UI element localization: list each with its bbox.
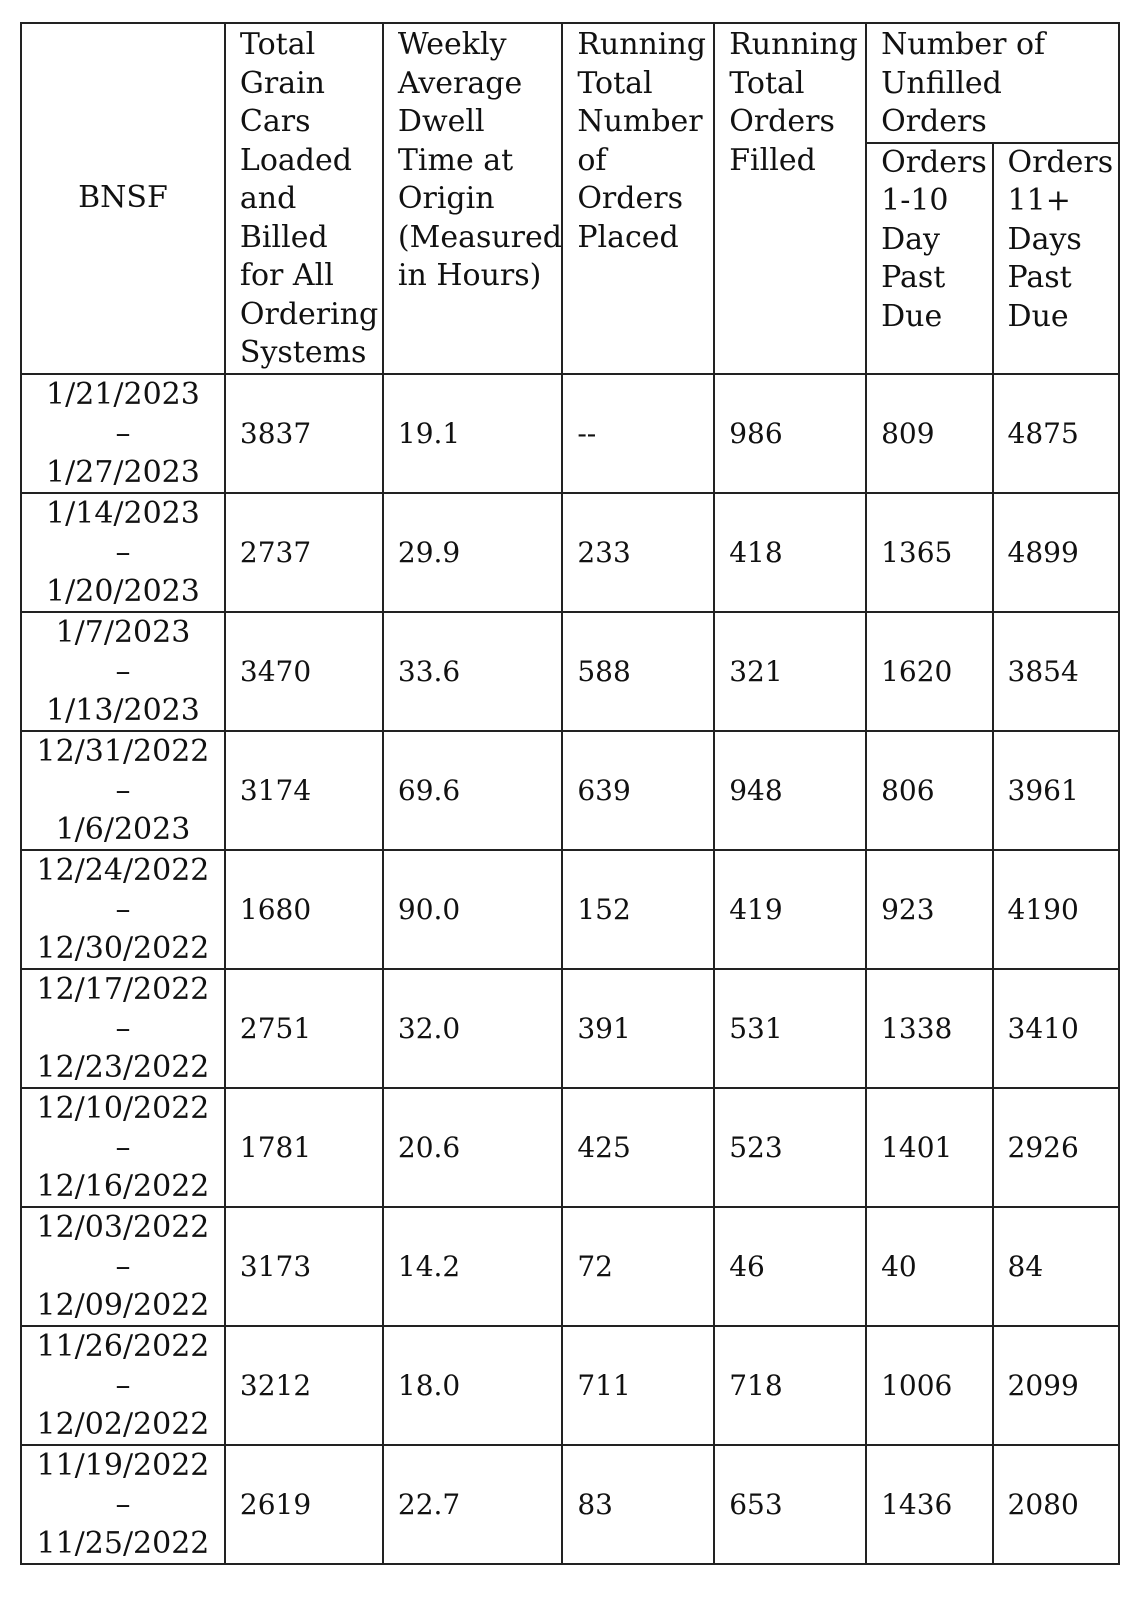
week-start: 12/10/2022: [36, 1090, 210, 1126]
cell-unfilled-1-10: 1436: [866, 1445, 992, 1564]
cell-week-range: [21, 1088, 225, 1207]
cell-orders-placed: 72: [562, 1207, 714, 1326]
cell-week-range: [21, 731, 225, 850]
cell-total-grain: 3212: [225, 1326, 383, 1445]
week-end: 12/09/2022: [36, 1287, 210, 1323]
cell-week-range: [21, 612, 225, 731]
cell-dwell: 18.0: [383, 1326, 562, 1445]
week-separator: –: [115, 534, 131, 570]
cell-orders-filled: 948: [714, 731, 866, 850]
week-separator: –: [115, 1129, 131, 1165]
week-separator: –: [115, 415, 131, 451]
week-end: 1/27/2023: [46, 454, 200, 490]
cell-total-grain: 3174: [225, 731, 383, 850]
week-start: 12/17/2022: [36, 971, 210, 1007]
cell-total-grain: 2737: [225, 493, 383, 612]
cell-orders-filled: 418: [714, 493, 866, 612]
cell-dwell: 29.9: [383, 493, 562, 612]
cell-orders-placed: 588: [562, 612, 714, 731]
week-end: 11/25/2022: [36, 1525, 210, 1561]
table-body: [21, 374, 1119, 1564]
week-start: 1/7/2023: [55, 614, 191, 650]
cell-orders-filled: 321: [714, 612, 866, 731]
cell-orders-filled: 653: [714, 1445, 866, 1564]
week-end: 12/16/2022: [36, 1168, 210, 1204]
cell-unfilled-11-plus: 3410: [993, 969, 1119, 1088]
cell-orders-filled: 986: [714, 374, 866, 493]
cell-unfilled-11-plus: 3854: [993, 612, 1119, 731]
header-orders-placed: Running Total Number of Orders Placed: [562, 23, 714, 374]
cell-total-grain: 3837: [225, 374, 383, 493]
cell-unfilled-1-10: 1338: [866, 969, 992, 1088]
cell-unfilled-11-plus: 2080: [993, 1445, 1119, 1564]
week-start: 1/21/2023: [46, 376, 200, 412]
week-separator: –: [115, 653, 131, 689]
cell-unfilled-1-10: 1401: [866, 1088, 992, 1207]
cell-dwell: 69.6: [383, 731, 562, 850]
cell-orders-filled: 523: [714, 1088, 866, 1207]
cell-total-grain: 1781: [225, 1088, 383, 1207]
week-end: 1/20/2023: [46, 573, 200, 609]
table-row: [21, 969, 1119, 1088]
cell-total-grain: 1680: [225, 850, 383, 969]
cell-dwell: 22.7: [383, 1445, 562, 1564]
cell-week-range: [21, 1445, 225, 1564]
header-total-grain-cars: Total Grain Cars Loaded and Billed for All Ordering Systems: [225, 23, 383, 374]
cell-unfilled-11-plus: 4899: [993, 493, 1119, 612]
cell-unfilled-1-10: 40: [866, 1207, 992, 1326]
cell-orders-filled: 531: [714, 969, 866, 1088]
cell-dwell: 90.0: [383, 850, 562, 969]
cell-orders-placed: 233: [562, 493, 714, 612]
header-dwell-time: Weekly Average Dwell Time at Origin (Measured in Hours): [383, 23, 562, 374]
cell-unfilled-1-10: 806: [866, 731, 992, 850]
cell-week-range: [21, 374, 225, 493]
week-end: 1/6/2023: [55, 811, 191, 847]
header-unfilled-1-10: Orders 1-10 Day Past Due: [866, 143, 992, 374]
cell-orders-filled: 46: [714, 1207, 866, 1326]
week-end: 12/23/2022: [36, 1049, 210, 1085]
cell-dwell: 32.0: [383, 969, 562, 1088]
cell-orders-placed: 83: [562, 1445, 714, 1564]
week-end: 12/30/2022: [36, 930, 210, 966]
cell-orders-placed: 391: [562, 969, 714, 1088]
table-row: [21, 1088, 1119, 1207]
cell-total-grain: 2751: [225, 969, 383, 1088]
header-unfilled-orders: Number of Unfilled Orders: [866, 23, 1119, 143]
week-separator: –: [115, 1367, 131, 1403]
table-row: [21, 374, 1119, 493]
cell-orders-filled: 419: [714, 850, 866, 969]
cell-unfilled-11-plus: 4190: [993, 850, 1119, 969]
cell-orders-placed: 152: [562, 850, 714, 969]
cell-orders-placed: --: [562, 374, 714, 493]
cell-orders-filled: 718: [714, 1326, 866, 1445]
cell-unfilled-1-10: 1365: [866, 493, 992, 612]
week-end: 1/13/2023: [46, 692, 200, 728]
cell-total-grain: 3470: [225, 612, 383, 731]
table-row: [21, 1207, 1119, 1326]
week-start: 1/14/2023: [46, 495, 200, 531]
week-separator: –: [115, 772, 131, 808]
week-separator: –: [115, 1486, 131, 1522]
header-bnsf: BNSF: [21, 23, 225, 374]
cell-week-range: [21, 850, 225, 969]
cell-week-range: [21, 1207, 225, 1326]
cell-dwell: 20.6: [383, 1088, 562, 1207]
week-separator: –: [115, 891, 131, 927]
week-separator: –: [115, 1010, 131, 1046]
table-row: [21, 1445, 1119, 1564]
header-unfilled-11-plus: Orders 11+ Days Past Due: [993, 143, 1119, 374]
cell-week-range: [21, 1326, 225, 1445]
week-start: 12/03/2022: [36, 1209, 210, 1245]
week-start: 12/31/2022: [36, 733, 210, 769]
week-start: 11/19/2022: [36, 1447, 210, 1483]
week-start: 11/26/2022: [36, 1328, 210, 1364]
week-separator: –: [115, 1248, 131, 1284]
cell-unfilled-11-plus: 4875: [993, 374, 1119, 493]
cell-orders-placed: 425: [562, 1088, 714, 1207]
cell-orders-placed: 639: [562, 731, 714, 850]
cell-unfilled-11-plus: 3961: [993, 731, 1119, 850]
header-orders-filled: Running Total Orders Filled: [714, 23, 866, 374]
table-row: [21, 731, 1119, 850]
cell-unfilled-1-10: 809: [866, 374, 992, 493]
cell-unfilled-1-10: 923: [866, 850, 992, 969]
cell-unfilled-11-plus: 84: [993, 1207, 1119, 1326]
cell-week-range: [21, 969, 225, 1088]
week-start: 12/24/2022: [36, 852, 210, 888]
cell-unfilled-11-plus: 2099: [993, 1326, 1119, 1445]
week-end: 12/02/2022: [36, 1406, 210, 1442]
table-row: [21, 612, 1119, 731]
cell-orders-placed: 711: [562, 1326, 714, 1445]
cell-unfilled-11-plus: 2926: [993, 1088, 1119, 1207]
cell-unfilled-1-10: 1006: [866, 1326, 992, 1445]
table-row: [21, 493, 1119, 612]
cell-unfilled-1-10: 1620: [866, 612, 992, 731]
cell-dwell: 14.2: [383, 1207, 562, 1326]
cell-week-range: [21, 493, 225, 612]
table-row: [21, 850, 1119, 969]
cell-total-grain: 3173: [225, 1207, 383, 1326]
table-header: [21, 23, 1119, 374]
cell-dwell: 33.6: [383, 612, 562, 731]
cell-dwell: 19.1: [383, 374, 562, 493]
bnsf-grain-table: [20, 22, 1120, 1565]
cell-total-grain: 2619: [225, 1445, 383, 1564]
table-row: [21, 1326, 1119, 1445]
